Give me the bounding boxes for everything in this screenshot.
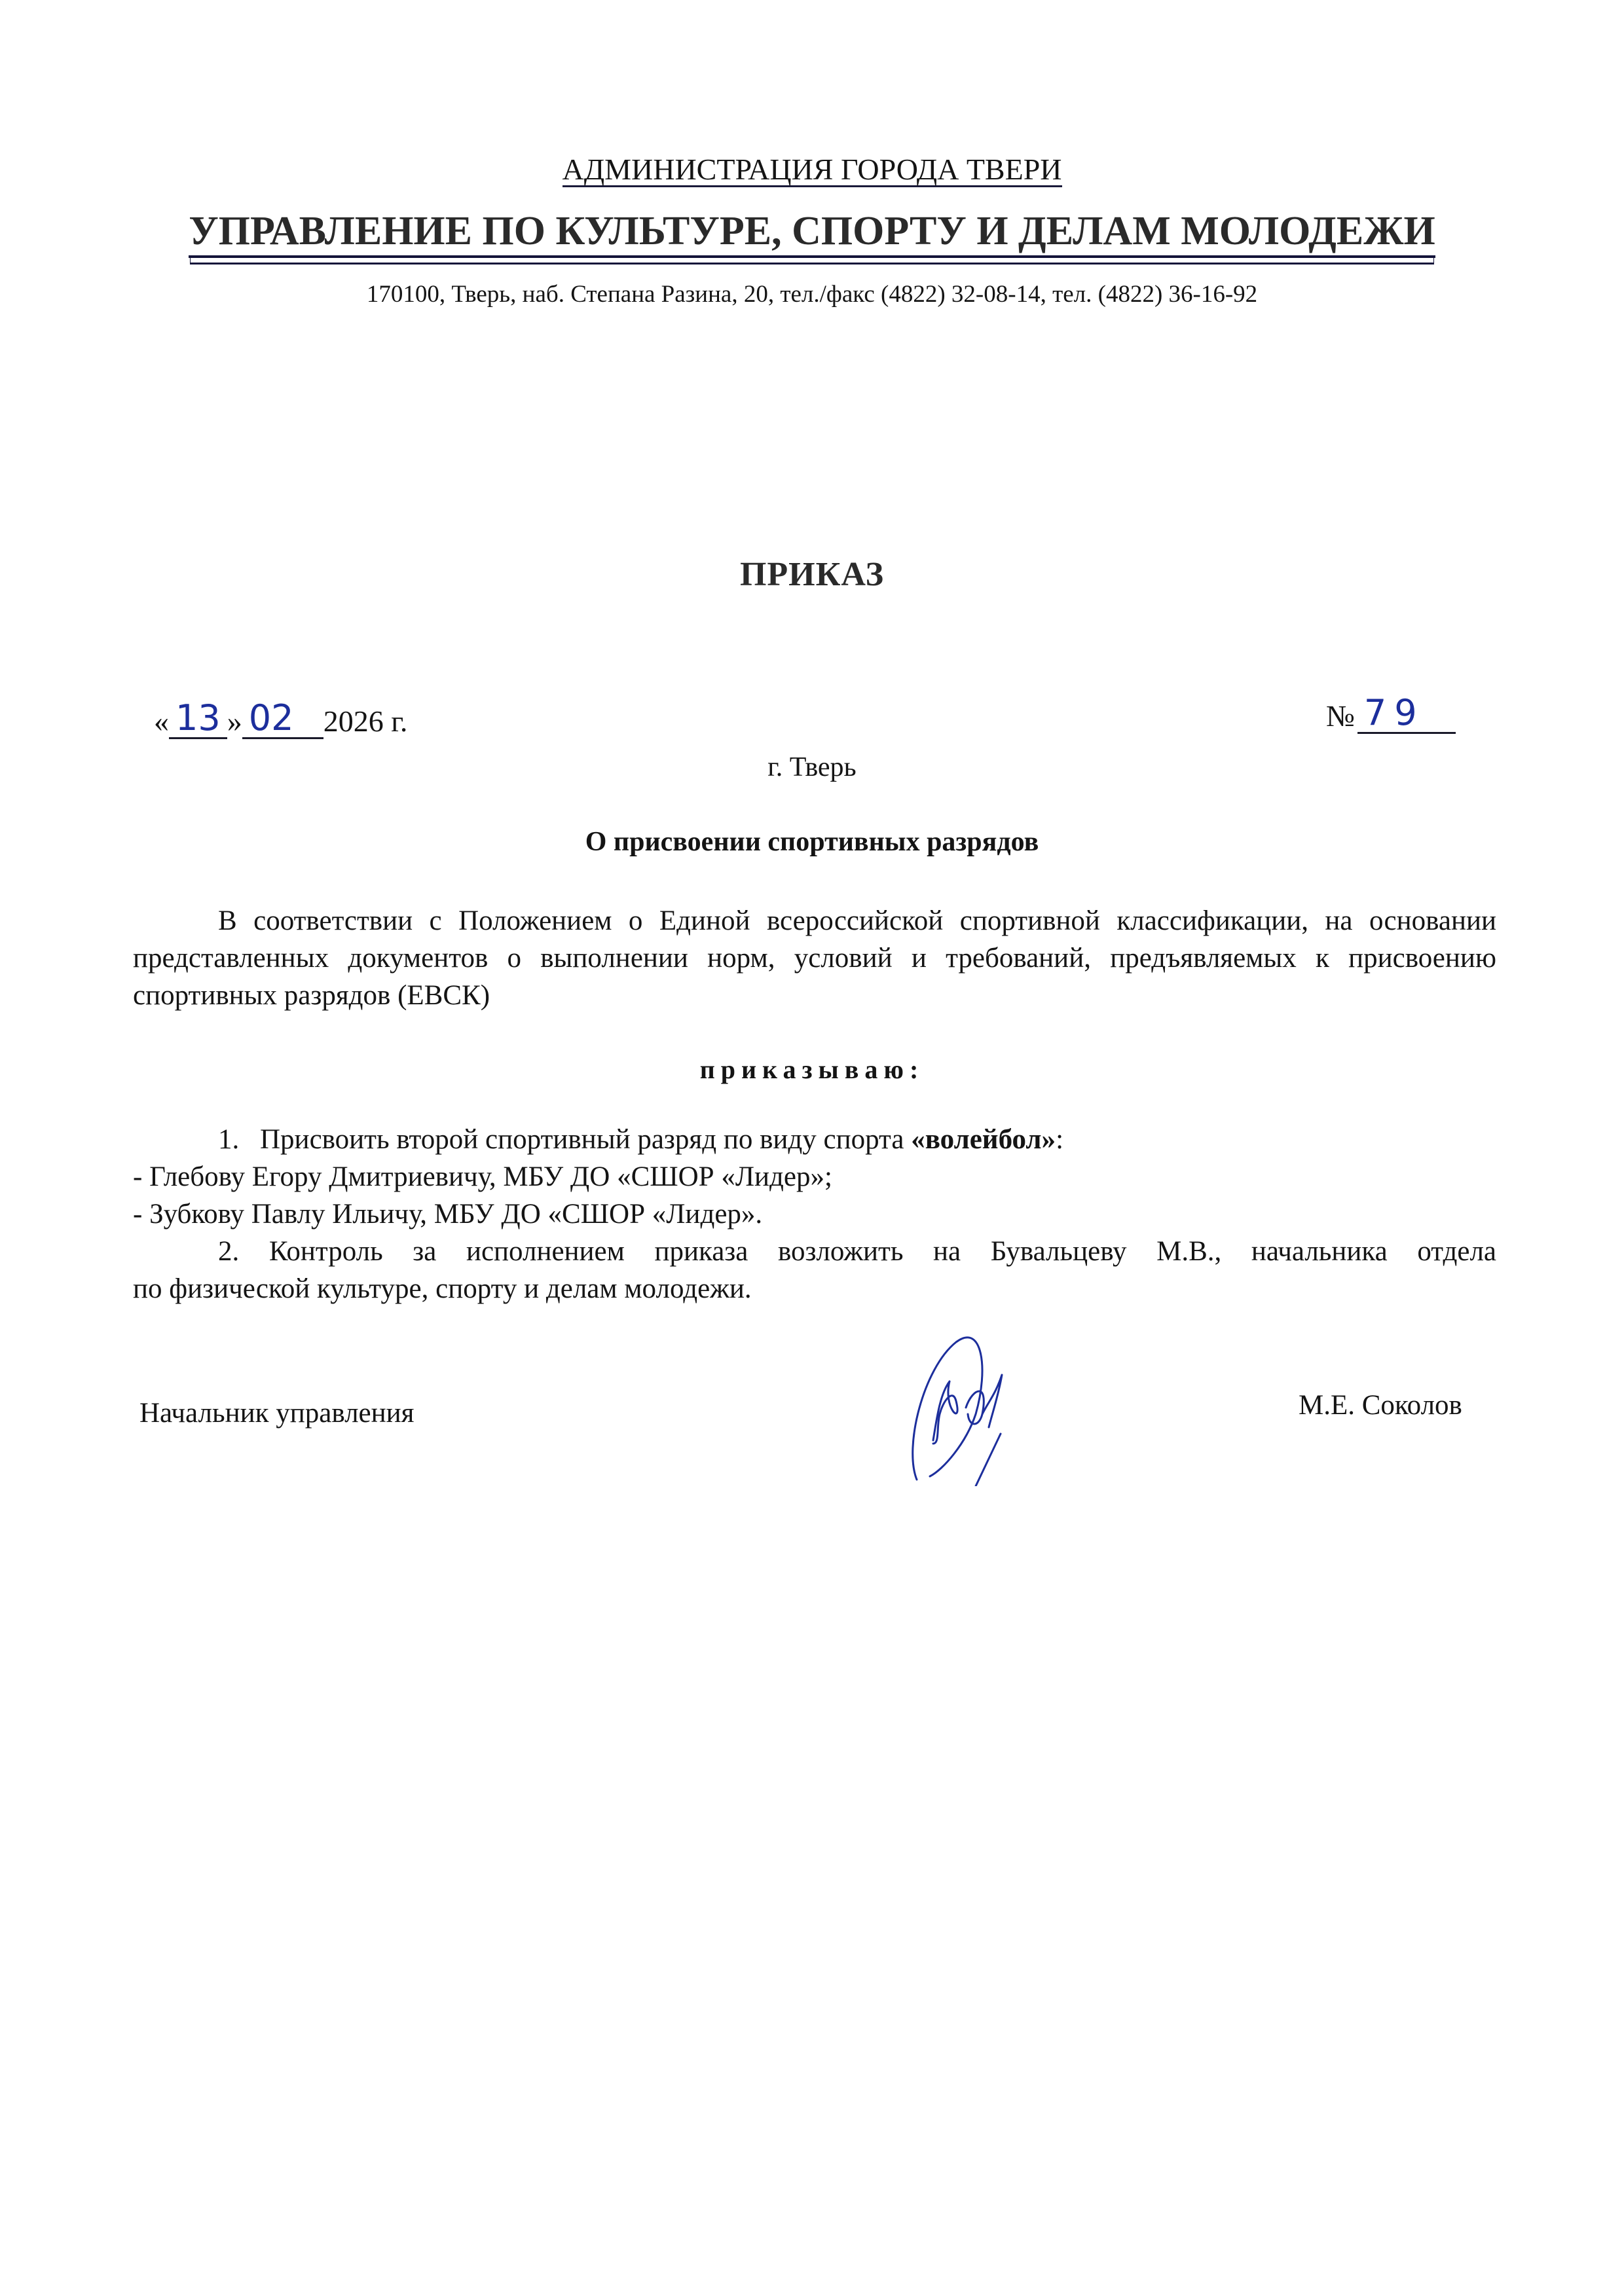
recipient-item: - Зубкову Павлу Ильичу, МБУ ДО «СШОР «Лидер». [133, 1199, 763, 1230]
document-city: г. Тверь [767, 752, 857, 782]
date-month-handwritten: 02 [248, 697, 294, 738]
date-year: 2026 г. [323, 704, 408, 738]
department-header [0, 208, 1624, 258]
recipient-item: - Глебову Егору Дмитриевичу, МБУ ДО «СШОР «Лидер»; [133, 1161, 832, 1192]
department-address: 170100, Тверь, наб. Степана Разина, 20, тел./факс (4822) 32-08-14, тел. (4822) 36-16-92 [366, 281, 1258, 308]
date-open-quote: « [154, 704, 169, 738]
order-item-2-line-2: по физической культуре, спорту и делам молодежи. [133, 1273, 752, 1304]
order-item-1 [133, 1121, 1496, 1158]
order-items [133, 1121, 1496, 1307]
number-field [1357, 692, 1456, 734]
document-number [1326, 692, 1456, 734]
sport-name: «волейбол» [911, 1124, 1056, 1155]
date-day-field [169, 697, 227, 739]
number-handwritten: 79 [1363, 692, 1425, 733]
administration-header [0, 152, 1624, 187]
signer-name: М.Е. Соколов [1299, 1390, 1462, 1421]
item-number: 1. [218, 1124, 240, 1155]
document-title: ПРИКАЗ [739, 556, 885, 593]
item-text-end: : [1056, 1124, 1064, 1155]
document-subject: О присвоении спортивных разрядов [585, 827, 1039, 857]
item-text: Присвоить второй спортивный разряд по виду спорта [260, 1124, 912, 1155]
order-item-2-line-1: 2. Контроль за исполнением приказа возложить на Бувальцеву М.В., начальника отдела [218, 1236, 1496, 1267]
date-day-handwritten: 13 [175, 697, 221, 738]
document-date [154, 697, 408, 739]
preamble-paragraph: В соответствии с Положением о Единой всероссийской спортивной классификации, на основании представленных документов о выполнении норм, условий и требований, предъявляемых к присвоению спортивных разрядов (ЕВСК) [133, 905, 1496, 1011]
order-word: приказываю: [699, 1055, 925, 1084]
number-label: № [1326, 699, 1355, 733]
handwritten-signature [904, 1329, 1139, 1486]
date-month-field [242, 697, 323, 739]
date-close-quote: » [227, 704, 242, 738]
department-name: УПРАВЛЕНИЕ ПО КУЛЬТУРЕ, СПОРТУ И ДЕЛАМ МОЛОДЕЖИ [189, 210, 1435, 258]
administration-name: АДМИНИСТРАЦИЯ ГОРОДА ТВЕРИ [563, 154, 1062, 187]
signer-position: Начальник управления [139, 1398, 415, 1429]
